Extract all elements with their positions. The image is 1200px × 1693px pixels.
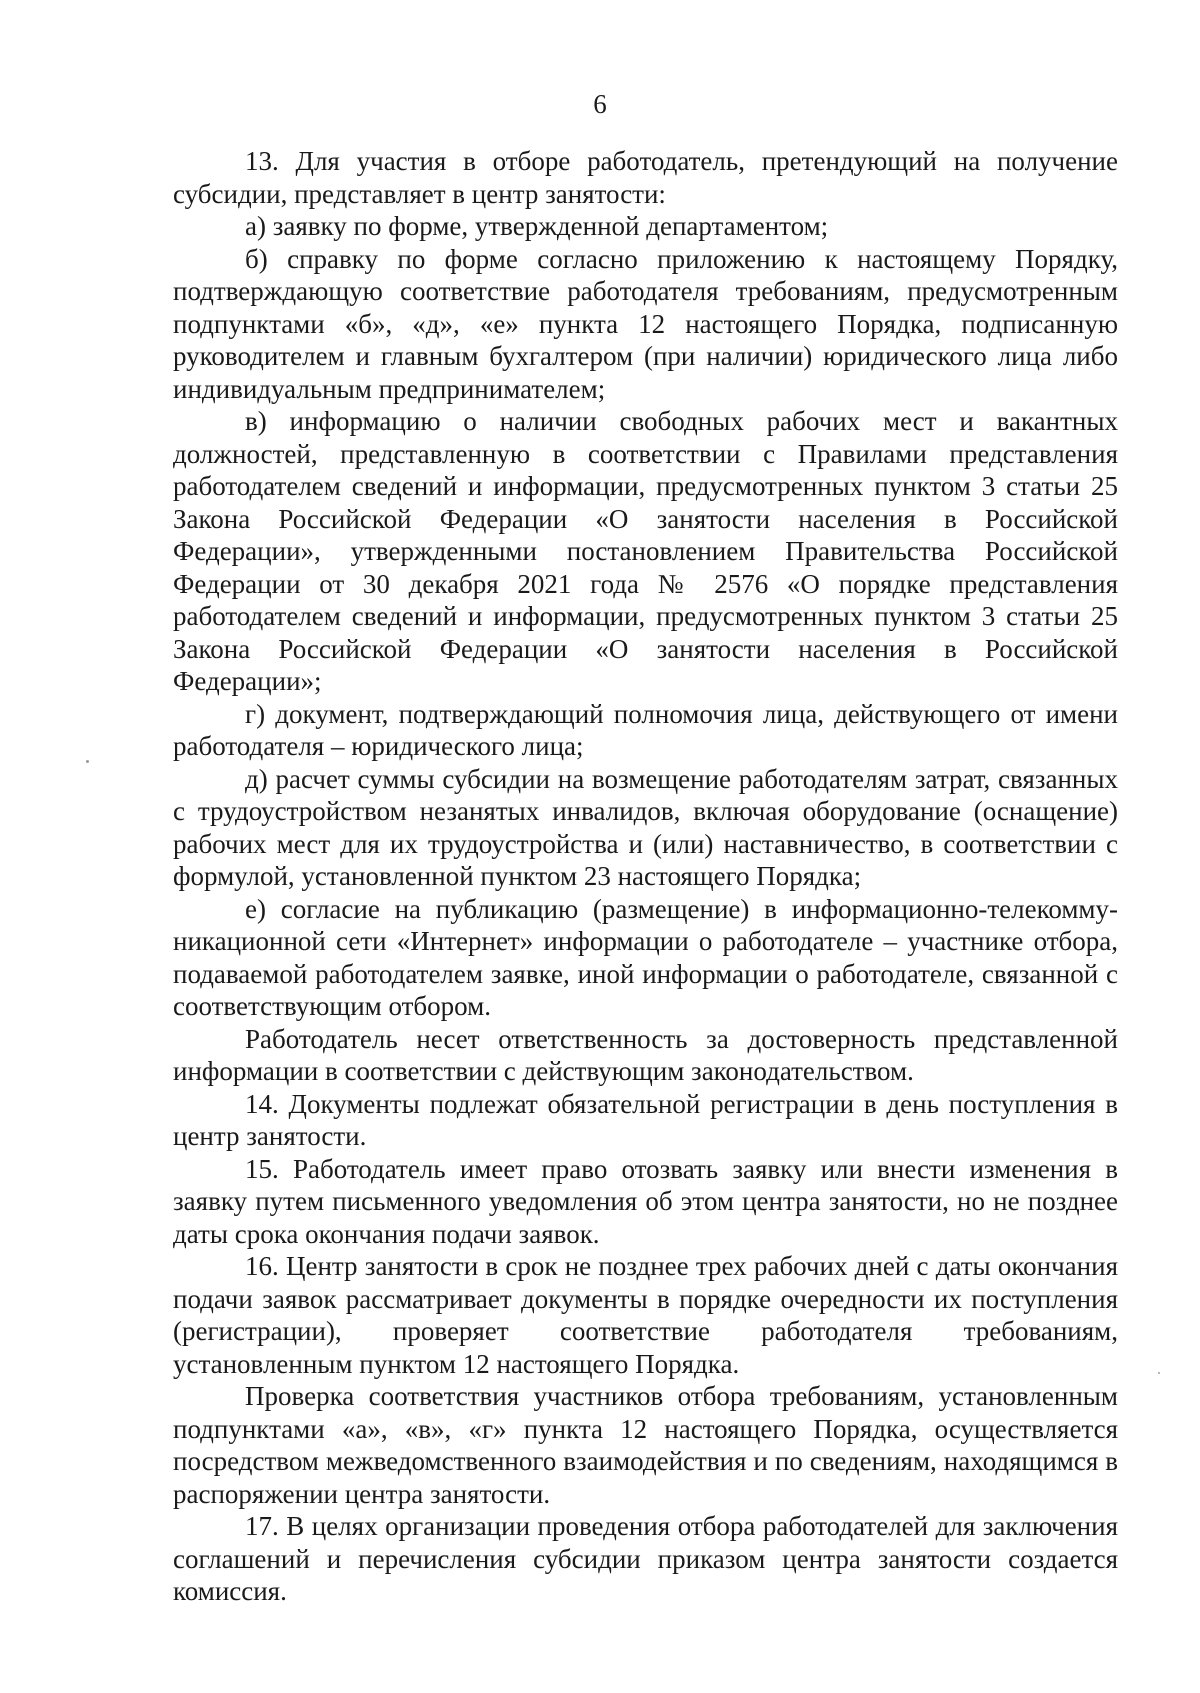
scan-speck: [86, 760, 89, 763]
paragraph-13-e: е) согласие на публикацию (размещение) в информационно-телекоммуникационной сети «Интернет» информации о работодателе – участнике отбора, подаваемой работодателем заявке, иной информации о работодателе, связанной с соответствующим отбором.: [173, 893, 1118, 1021]
paragraph-17: 17. В целях организации проведения отбора работодателей для заключения соглашений и перечисления субсидии приказом центра занятости создается комиссия.: [173, 1511, 1118, 1606]
paragraph-13-a: а) заявку по форме, утвержденной департаментом;: [245, 211, 829, 241]
paragraph-15: 15. Работодатель имеет право отозвать заявку или внести изменения в заявку путем письменного уведомления об этом центра занятости, но не позднее даты срока окончания подачи заявок.: [173, 1153, 1118, 1249]
paragraph-13: 13. Для участия в отборе работодатель, претендующий на получение субсидии, представляет в центр занятости:: [173, 146, 1118, 209]
paragraph-13-g: г) документ, подтверждающий полномочия лица, действующего от имени работодателя – юридического лица;: [173, 698, 1118, 761]
paragraph-14: 14. Документы подлежат обязательной регистрации в день поступления в центр занятости.: [173, 1088, 1118, 1151]
page-number: 6: [593, 89, 607, 119]
paragraph-13-d: д) расчет суммы субсидии на возмещение работодателям затрат, связанных с трудоустройством незанятых инвалидов, включая оборудование (оснащение) рабочих мест для их трудоустройства и (или) наставничество, в соответствии с формулой, установленной пунктом 23 настоящего Порядка;: [173, 763, 1118, 891]
scan-speck: [1158, 1372, 1160, 1374]
document-body: [173, 145, 1118, 1608]
paragraph-responsibility: Работодатель несет ответственность за достоверность представленной информации в соответствии с действующим законодательством.: [173, 1023, 1118, 1086]
paragraph-13-b: б) справку по форме согласно приложению к настоящему Порядку, подтверждающую соответствие работодателя требованиям, предусмотренным подпунктами «б», «д», «е» пункта 12 настоящего Порядка, подписанную руководителем и главным бухгалтером (при наличии) юридического лица либо индивидуальным предпринимателем;: [173, 243, 1118, 404]
paragraph-verification: Проверка соответствия участников отбора требованиям, установленным подпунктами «а», «в», «г» пункта 12 настоящего Порядка, осуществляется посредством межведомственного взаимодействия и по сведениям, находящимся в распоряжении центра занятости.: [173, 1381, 1118, 1509]
paragraph-16: 16. Центр занятости в срок не позднее трех рабочих дней с даты окончания подачи заявок рассматривает документы в порядке очередности их поступления (регистрации), проверяет соответствие работодателя требованиям, установленным пунктом 12 настоящего Порядка.: [173, 1251, 1118, 1379]
paragraph-13-v: в) информацию о наличии свободных рабочих мест и вакантных должностей, представленную в соответствии с Правилами представления работодателем сведений и информации, предусмотренных пунктом 3 статьи 25 Закона Российской Федерации «О занятости населения в Российской Федерации», утвержденными постановлением Правительства Российской Федерации от 30 декабря 2021 года № 2576 «О порядке представления работодателем сведений и информации, предусмотренных пунктом 3 статьи 25 Закона Российской Федерации «О занятости населения в Российской Федерации»;: [173, 406, 1118, 696]
